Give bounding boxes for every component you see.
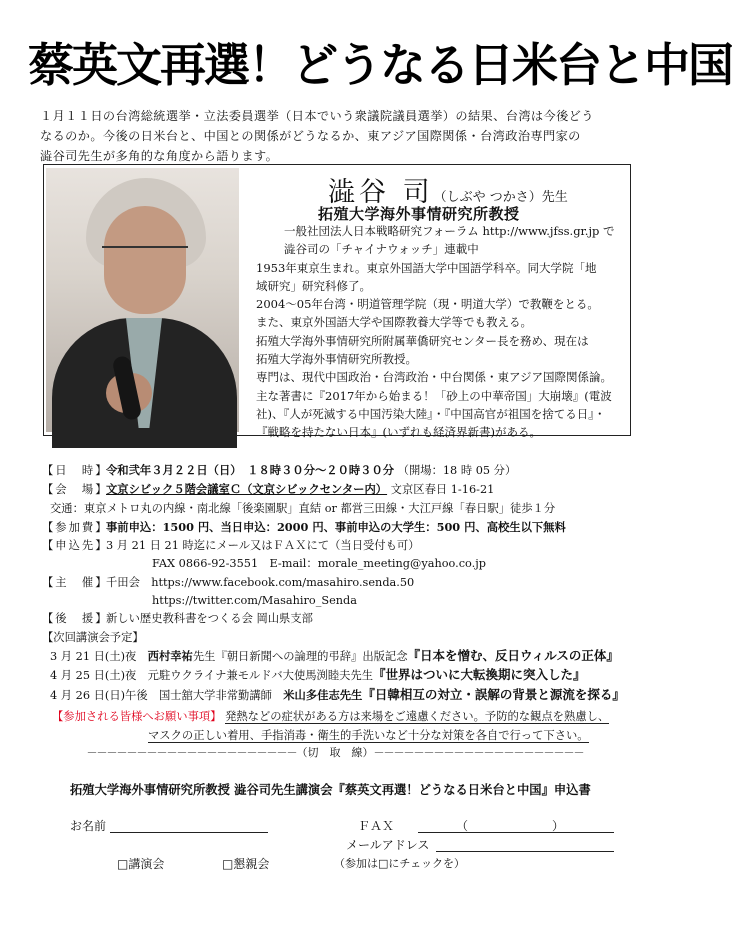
notice-line-1: 発熱などの症状がある方は来場をご遠慮ください。予防的な観点を熟慮し、 [225, 710, 610, 723]
next-lecture-title: 『世界はついに大転換期に突入した』 [373, 667, 586, 683]
speaker-name: 澁谷 司 [328, 177, 434, 208]
venue-label: 【会 場】 [42, 483, 109, 497]
next-lecture-title: 『日本を憎む、反日ウィルスの正体』 [407, 647, 619, 663]
name-label: お名前 [70, 819, 107, 833]
fee-label: 【参加費】 [42, 520, 109, 534]
next-lecture-item [42, 647, 642, 666]
venue-value: 文京シビック５階会議室Ｃ（文京シビックセンター内） [106, 482, 388, 497]
notice-line-2: マスクの正しい着用、手指消毒・衛生的手洗いなど十分な対策を各自で行って下さい。 [148, 728, 589, 742]
apply-label: 【申込先】 [42, 539, 109, 553]
intro-line: なるのか。今後の日米台と、中国との関係がどうなるか、東アジア国際関係・台湾政治専門家の [40, 129, 581, 143]
bio-line: 一般社団法人日本戦略研究フォーラム http://www.jfss.gr.jp で [284, 224, 615, 238]
lecture-checkbox[interactable]: □講演会 [117, 857, 165, 871]
bio-line: 主な著書に『2017年から始まる！「砂上の中華帝国」大崩壊』(電波 [256, 388, 612, 403]
next-lecture-date: 3 月 21 日(土)夜 [50, 649, 137, 663]
next-heading: 【次回講演会予定】 [42, 630, 144, 644]
check-note: （参加は□にチェックを） [334, 857, 466, 870]
twitter-link[interactable]: https://twitter.com/Masahiro_Senda [152, 594, 358, 608]
speaker-honorific: 先生 [541, 190, 568, 205]
speaker-organization: 拓殖大学海外事情研究所教授 [318, 205, 520, 223]
next-lecture-title: 『日韓相互の対立・誤解の背景と源流を探る』 [362, 686, 625, 702]
fee-row [42, 518, 642, 537]
email-field[interactable] [436, 851, 614, 852]
support-value: 新しい歴史教科書をつくる会 岡山県支部 [106, 612, 313, 626]
fax-field[interactable] [418, 832, 614, 833]
bio-line: 社)、『人が死滅する中国汚染大陸』・『中国高官が祖国を捨てる日』・ [256, 406, 606, 421]
contact-row: FAX 0866-92-3551 E-mail：morale_meeting@yahoo.co.jp [152, 557, 486, 571]
fax-label: ＦＡＸ [358, 819, 395, 833]
next-lecture-speaker: 西村幸祐 [147, 648, 193, 663]
intro-paragraph [40, 106, 635, 166]
bio-line: 澁谷司の「チャイナウォッチ」連載中 [284, 242, 479, 257]
host-value: 千田会 https://www.facebook.com/masahiro.senda.50 [106, 575, 415, 589]
date-value: 令和弐年３月２２日（日） １８時３０分～２０時３０分 [106, 463, 395, 477]
email-label: メールアドレス [346, 838, 430, 852]
date-note: （開場：18 時 05 分） [397, 464, 517, 477]
notice [52, 708, 632, 745]
cut-line: －－－－－－－－－－－－－－－－－－－－－（切 取 線）－－－－－－－－－－－－－－－－－－－－－ [86, 746, 584, 759]
intro-line: 澁谷司先生が多角的な角度から語ります。 [40, 149, 279, 163]
bio-line: 2004～05年台湾・明道管理学院（現・明道大学）で教鞭をとる。 [256, 297, 599, 312]
bio-line: 専門は、現代中国政治・台湾政治・中台関係・東アジア国際関係論。 [256, 370, 613, 385]
party-checkbox[interactable]: □懇親会 [222, 857, 270, 871]
next-lecture-date: 4 月 25 日(土)夜 [50, 669, 137, 683]
bio-line: 1953年東京生まれ。東京外国語大学中国語学科卒。同大学院「地 [256, 260, 597, 275]
apply-value: 3 月 21 日 21 時迄にメール又はＦＡＸにて（当日受付も可） [106, 539, 420, 553]
speaker-photo [46, 168, 239, 432]
next-lecture-date: 4 月 26 日(日)午後 [50, 688, 148, 702]
speaker-bio [256, 222, 628, 442]
bio-line: 域研究」研究科修了。 [256, 278, 371, 293]
host-label: 【主 催】 [42, 575, 109, 589]
next-lecture-speaker: 元駐ウクライナ兼モルドバ大使馬渕睦夫 [147, 669, 351, 683]
access-row: 交通：東京メトロ丸の内線・南北線「後楽園駅」直結 or 都営三田線・大江戸線「春日駅」徒歩１分 [50, 501, 556, 515]
event-info [42, 461, 642, 705]
next-lecture-meta: 米山多佳志先生 [283, 687, 363, 702]
next-lecture-item [42, 686, 642, 705]
next-lecture-speaker: 国士舘大学非常勤講師 [158, 688, 272, 702]
name-field[interactable] [110, 832, 268, 833]
bio-line: また、東京外国語大学や国際教養大学等でも教える。 [256, 315, 532, 330]
bio-line: 拓殖大学海外事情研究所附属華僑研究センター長を務め、現在は [256, 333, 589, 348]
venue-row [42, 480, 642, 499]
bio-line: 『戦略を持たない日本』(いずれも経済界新書)がある。 [256, 425, 541, 440]
date-row [42, 461, 642, 480]
intro-line: １月１１日の台湾総統選挙・立法委員選挙（日本でいう衆議院議員選挙）の結果、台湾は今後どう [40, 109, 594, 123]
notice-label: 【参加される皆様へお願い事項】 [52, 710, 222, 723]
apply-row [42, 537, 642, 555]
cut-line-label: （切 取 線） [296, 746, 374, 759]
venue-address: 文京区春日 1-16-21 [390, 483, 495, 497]
date-label: 【日 時】 [42, 464, 109, 477]
support-row [42, 610, 642, 628]
next-lecture-meta: 先生『朝日新聞への論理的弔辞』出版記念 [192, 649, 408, 663]
host-row [42, 574, 642, 592]
next-lecture-meta: 先生 [350, 669, 374, 683]
fee-value: 事前申込：1500 円、当日申込：2000 円、事前申込の大学生：500 円、高校生以下無料 [106, 519, 566, 534]
fax-field-paren: （ ） [456, 819, 565, 833]
page-title: 蔡英文再選！どうなる日米台と中国 [28, 38, 732, 92]
form-title: 拓殖大学海外事情研究所教授 澁谷司先生講演会『蔡英文再選！どうなる日米台と中国』申込書 [70, 782, 591, 797]
bio-line: 拓殖大学海外事情研究所教授。 [256, 352, 417, 367]
support-label: 【後 援】 [42, 612, 109, 626]
next-lecture-item [42, 666, 642, 685]
speaker-reading: （しぶや つかさ） [433, 190, 542, 205]
